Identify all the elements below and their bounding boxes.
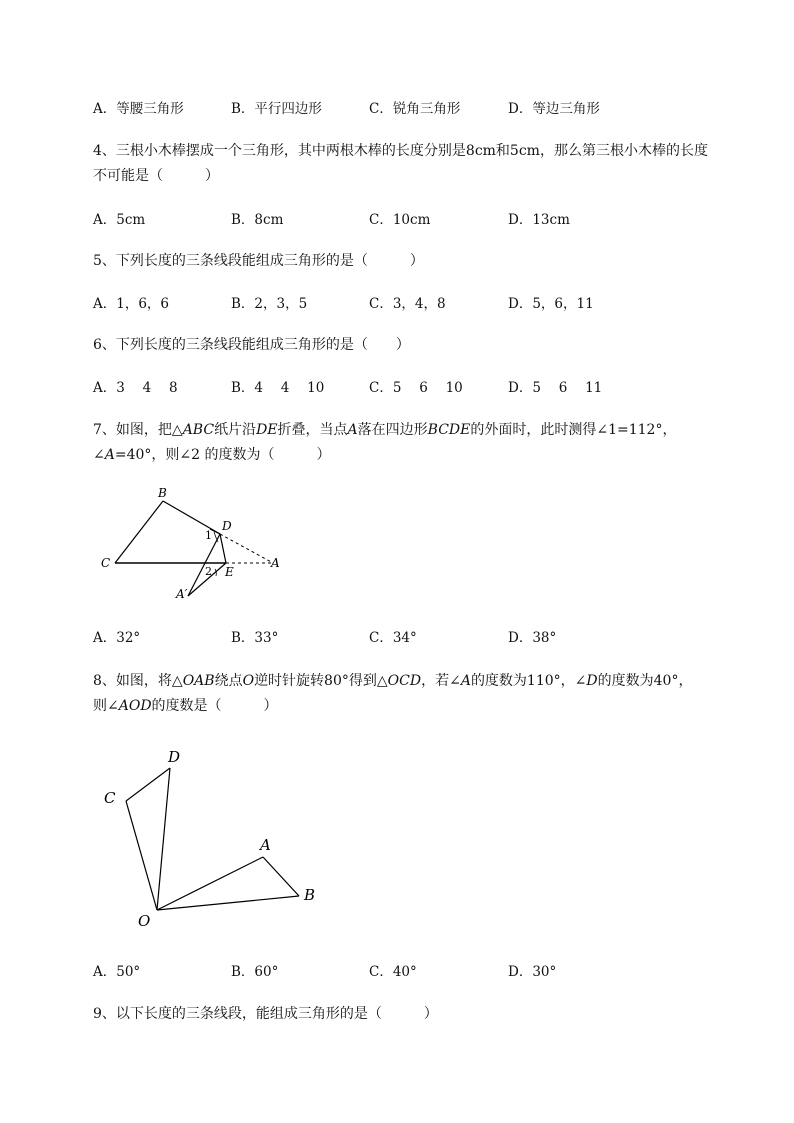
q6-option-c[interactable]: C．5 6 10 — [369, 380, 463, 396]
q8-l1-o: O — [242, 673, 255, 689]
q8-l1-p6: 的度数为40°， — [597, 673, 693, 689]
q7-l1-p4: 落在四边形 — [357, 422, 428, 438]
q7-label-c: C — [101, 556, 111, 570]
q7-l2-p2: =40°，则∠2 的度数为（ ） — [114, 447, 331, 463]
q6-option-d[interactable]: D．5 6 11 — [508, 380, 603, 396]
q5-option-a[interactable]: A．1，6，6 — [93, 296, 170, 312]
q7-label-a-prime: A′ — [176, 587, 188, 601]
q7-l1-p5: 的外面时，此时测得∠1=112°， — [470, 422, 677, 438]
q7-option-b[interactable]: B．33° — [231, 630, 279, 646]
q8-label-c: C — [104, 789, 116, 807]
q3-option-c[interactable]: C．锐角三角形 — [369, 101, 461, 117]
q8-text-line2 — [93, 697, 278, 715]
q5-option-b[interactable]: B．2，3，5 — [231, 296, 308, 312]
q7-seg-da-prime — [188, 534, 220, 596]
q7-seg-cb — [115, 501, 163, 563]
q8-seg-do — [157, 768, 170, 910]
q4-option-b[interactable]: B．8cm — [231, 212, 284, 228]
q8-l2-p1: 则∠ — [93, 698, 119, 714]
q8-option-a[interactable]: A．50° — [93, 964, 141, 980]
q7-l1-p1: 7、如图，把△ — [93, 422, 183, 438]
q7-text-line2 — [93, 446, 331, 464]
q4-text-line2: 不可能是（ ） — [93, 168, 219, 184]
q7-seg-de — [220, 534, 226, 563]
q9-text: 9、以下长度的三条线段，能组成三角形的是（ ） — [93, 1006, 438, 1022]
q8-option-b[interactable]: B．60° — [231, 964, 279, 980]
q7-label-angle1: 1 — [205, 529, 212, 542]
q7-l1-p3: 折叠，当点 — [277, 422, 348, 438]
q7-seg-da-dashed — [220, 534, 273, 563]
q7-l1-p2: 纸片沿 — [214, 422, 257, 438]
q7-l1-de: DE — [256, 422, 278, 438]
q6-text: 6、下列长度的三条线段能组成三角形的是（ ） — [93, 337, 410, 353]
q8-l1-p1: 8、如图，将△ — [93, 673, 183, 689]
q3-option-d[interactable]: D．等边三角形 — [508, 101, 600, 117]
q8-seg-ab — [263, 857, 299, 896]
q3-option-b[interactable]: B．平行四边形 — [231, 101, 322, 117]
q7-l2-p1: ∠ — [93, 447, 105, 463]
q4-option-c[interactable]: C．10cm — [369, 212, 431, 228]
q7-option-d[interactable]: D．38° — [508, 630, 557, 646]
q7-text-line1 — [93, 421, 676, 439]
q5-option-c[interactable]: C．3，4，8 — [369, 296, 446, 312]
q7-option-a[interactable]: A．32° — [93, 630, 141, 646]
q8-l1-p4: ，若∠ — [421, 673, 461, 689]
q4-option-a[interactable]: A．5cm — [93, 212, 146, 228]
q5-text: 5、下列长度的三条线段能组成三角形的是（ ） — [93, 253, 424, 269]
q8-label-b: B — [304, 886, 316, 904]
q3-option-a[interactable]: A．等腰三角形 — [93, 101, 184, 117]
q8-label-o: O — [138, 912, 151, 930]
q8-l1-p2: 绕点 — [214, 673, 243, 689]
q7-label-d: D — [222, 519, 232, 533]
q8-l1-oab: OAB — [182, 673, 215, 689]
q6-option-b[interactable]: B．4 4 10 — [231, 380, 325, 396]
q8-label-a: A — [260, 836, 271, 854]
q4-option-d[interactable]: D．13cm — [508, 212, 570, 228]
q8-seg-bo — [157, 896, 299, 910]
q7-label-a: A — [271, 556, 280, 570]
q8-option-c[interactable]: C．40° — [369, 964, 417, 980]
q7-l2-a: A — [104, 447, 115, 463]
q7-option-c[interactable]: C．34° — [369, 630, 417, 646]
q7-l1-bcde: BCDE — [427, 422, 471, 438]
q8-option-d[interactable]: D．30° — [508, 964, 557, 980]
q8-text-line1 — [93, 672, 692, 690]
q7-l1-a: A — [347, 422, 358, 438]
q8-l2-p2: 的度数是（ ） — [151, 698, 278, 714]
q8-l1-a: A — [460, 673, 471, 689]
q8-l2-aod: AOD — [118, 698, 152, 714]
q7-l1-abc: ABC — [182, 422, 215, 438]
q7-label-e: E — [225, 565, 234, 579]
q7-figure — [90, 480, 300, 610]
q8-l1-p3: 逆时针旋转80°得到△ — [254, 673, 388, 689]
q8-figure — [95, 740, 335, 940]
q5-option-d[interactable]: D．5，6，11 — [508, 296, 594, 312]
q8-l1-d: D — [586, 673, 598, 689]
q8-label-d: D — [168, 748, 181, 766]
q8-seg-oc — [126, 801, 157, 910]
q8-l1-ocd: OCD — [387, 673, 422, 689]
q8-l1-p5: 的度数为110°，∠ — [470, 673, 587, 689]
q7-label-b: B — [158, 486, 167, 500]
q8-seg-oa — [157, 857, 263, 910]
q4-text-line1: 4、三根小木棒摆成一个三角形，其中两根木棒的长度分别是8cm和5cm，那么第三根小木棒的长度 — [93, 143, 708, 159]
q8-seg-cd — [126, 768, 170, 801]
q6-option-a[interactable]: A．3 4 8 — [93, 380, 178, 396]
q7-label-angle2: 2 — [205, 565, 212, 578]
